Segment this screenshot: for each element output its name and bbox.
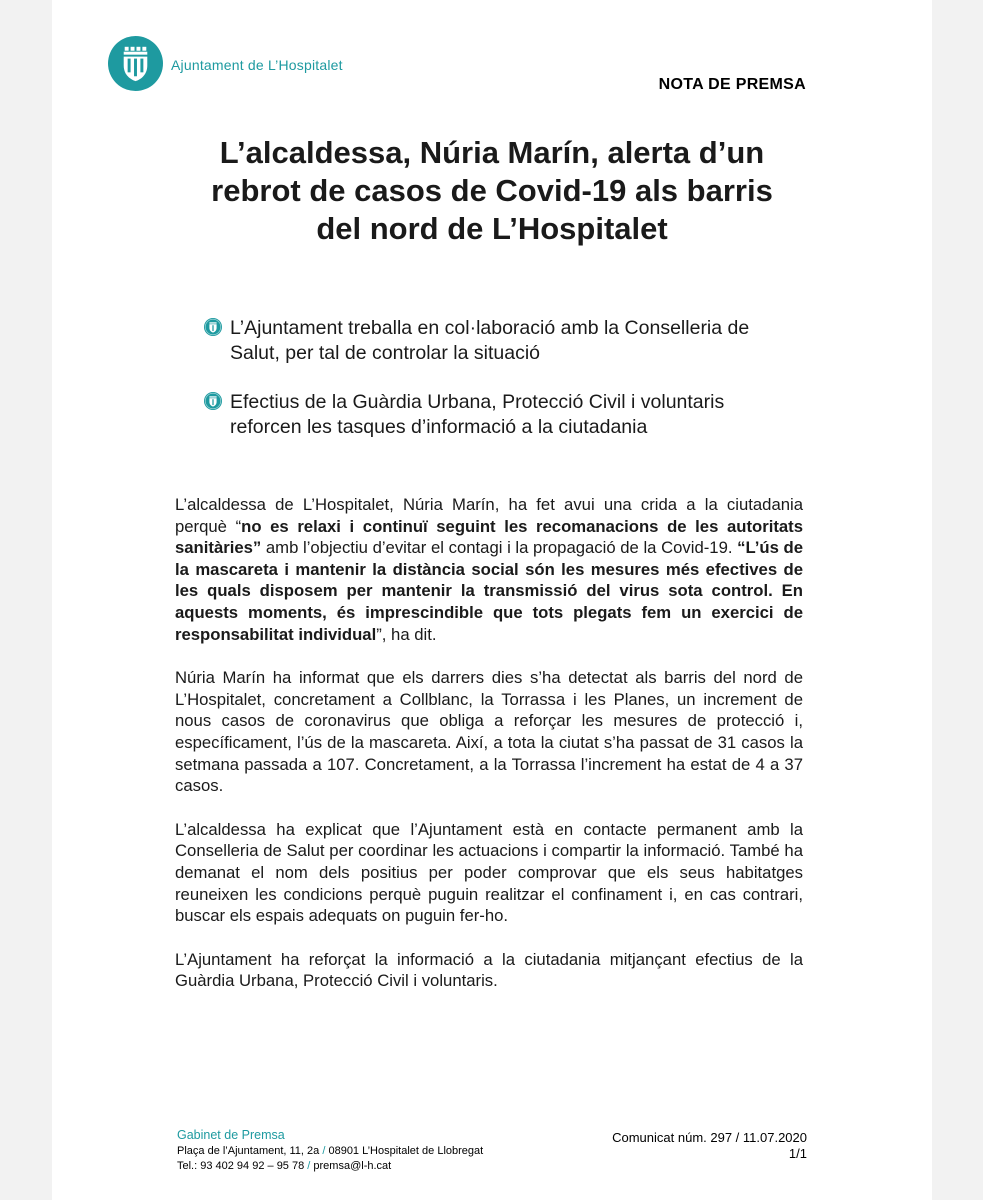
- text-run: ”, ha dit.: [376, 624, 437, 644]
- separator: /: [322, 1145, 326, 1157]
- address-street: Plaça de l’Ajuntament, 11, 2a: [177, 1145, 323, 1157]
- quote-bold: “L’ús de la mascareta i mantenir la distància social són les mesures més efectives de les quals disposem per mantenir la transmissió del virus sota control. En aquests moments, és imprescindible que tots plegats fem un exercici de responsabilitat individual: [175, 538, 803, 644]
- bullet-emblem-icon: [204, 318, 222, 336]
- text-run: amb l’objectiu d’evitar el contagi i la propagació de la Covid-19.: [261, 538, 738, 558]
- press-email: premsa@l-h.cat: [310, 1160, 392, 1172]
- highlight-item: [204, 316, 784, 366]
- separator: /: [307, 1160, 311, 1172]
- communique-number: Comunicat núm. 297 / 11.07.2020: [612, 1130, 807, 1145]
- ajuntament-logo: [108, 36, 343, 91]
- body-paragraph: [175, 494, 803, 645]
- text-run: L’alcaldessa de L’Hospitalet, Núria Marín, ha fet avui una crida a la ciutadania perquè “: [175, 495, 803, 536]
- highlight-text: Efectius de la Guàrdia Urbana, Protecció Civil i voluntaris reforcen les tasques d’informació a la ciutadania: [230, 391, 725, 438]
- footer-address: [177, 1144, 483, 1159]
- highlights-list: [204, 316, 784, 440]
- logo-text: Ajuntament de L’Hospitalet: [171, 56, 343, 73]
- phone-numbers: Tel.: 93 402 94 92 – 95 78: [177, 1160, 308, 1172]
- footer-meta: [612, 1130, 807, 1162]
- footer-department: Gabinet de Premsa: [177, 1128, 285, 1142]
- body-paragraph: L’alcaldessa ha explicat que l’Ajuntament està en contacte permanent amb la Conselleria de Salut per coordinar les actuacions i compartir la informació. També ha demanat el nom dels positius per poder comprovar que els seus habitatges reuneixen les condicions perquè puguin realitzar el confinament i, en cas contrari, buscar els espais adequats on puguin fer-ho.: [175, 819, 803, 926]
- footer-contact: [177, 1128, 483, 1174]
- doc-type-label: NOTA DE PREMSA: [658, 76, 806, 93]
- body-paragraph: Núria Marín ha informat que els darrers dies s’ha detectat als barris del nord de L’Hospitalet, concretament a Collblanc, la Torrassa i les Planes, un increment de nous casos de coronavirus que obliga a reforçar les mesures de protecció i, específicament, l’ús de la mascareta. Així, a tota la ciutat s’ha passat de 31 casos la setmana passada a 107. Concretament, a la Torrassa l’increment ha estat de 4 a 37 casos.: [175, 668, 803, 796]
- highlight-text: L’Ajuntament treballa en col·laboració amb la Conselleria de Salut, per tal de controlar la situació: [230, 317, 750, 364]
- highlight-item: [204, 390, 784, 440]
- press-release-body: [175, 494, 803, 1014]
- press-release-title: L’alcaldessa, Núria Marín, alerta d’un rebrot de casos de Covid-19 als barris del nord de L’Hospitalet: [211, 135, 773, 246]
- body-paragraph: L’Ajuntament ha reforçat la informació a la ciutadania mitjançant efectius de la Guàrdia Urbana, Protecció Civil i voluntaris.: [175, 949, 803, 991]
- address-city: 08901 L’Hospitalet de Llobregat: [325, 1145, 484, 1157]
- page-number: 1/1: [788, 1146, 807, 1161]
- city-emblem-icon: [108, 36, 163, 91]
- bullet-emblem-icon: [204, 392, 222, 410]
- document-page: [52, 0, 932, 1200]
- footer-phone: [177, 1159, 483, 1174]
- quote-bold: no es relaxi i continuï seguint les recomanacions de les autoritats sanitàries”: [175, 516, 804, 558]
